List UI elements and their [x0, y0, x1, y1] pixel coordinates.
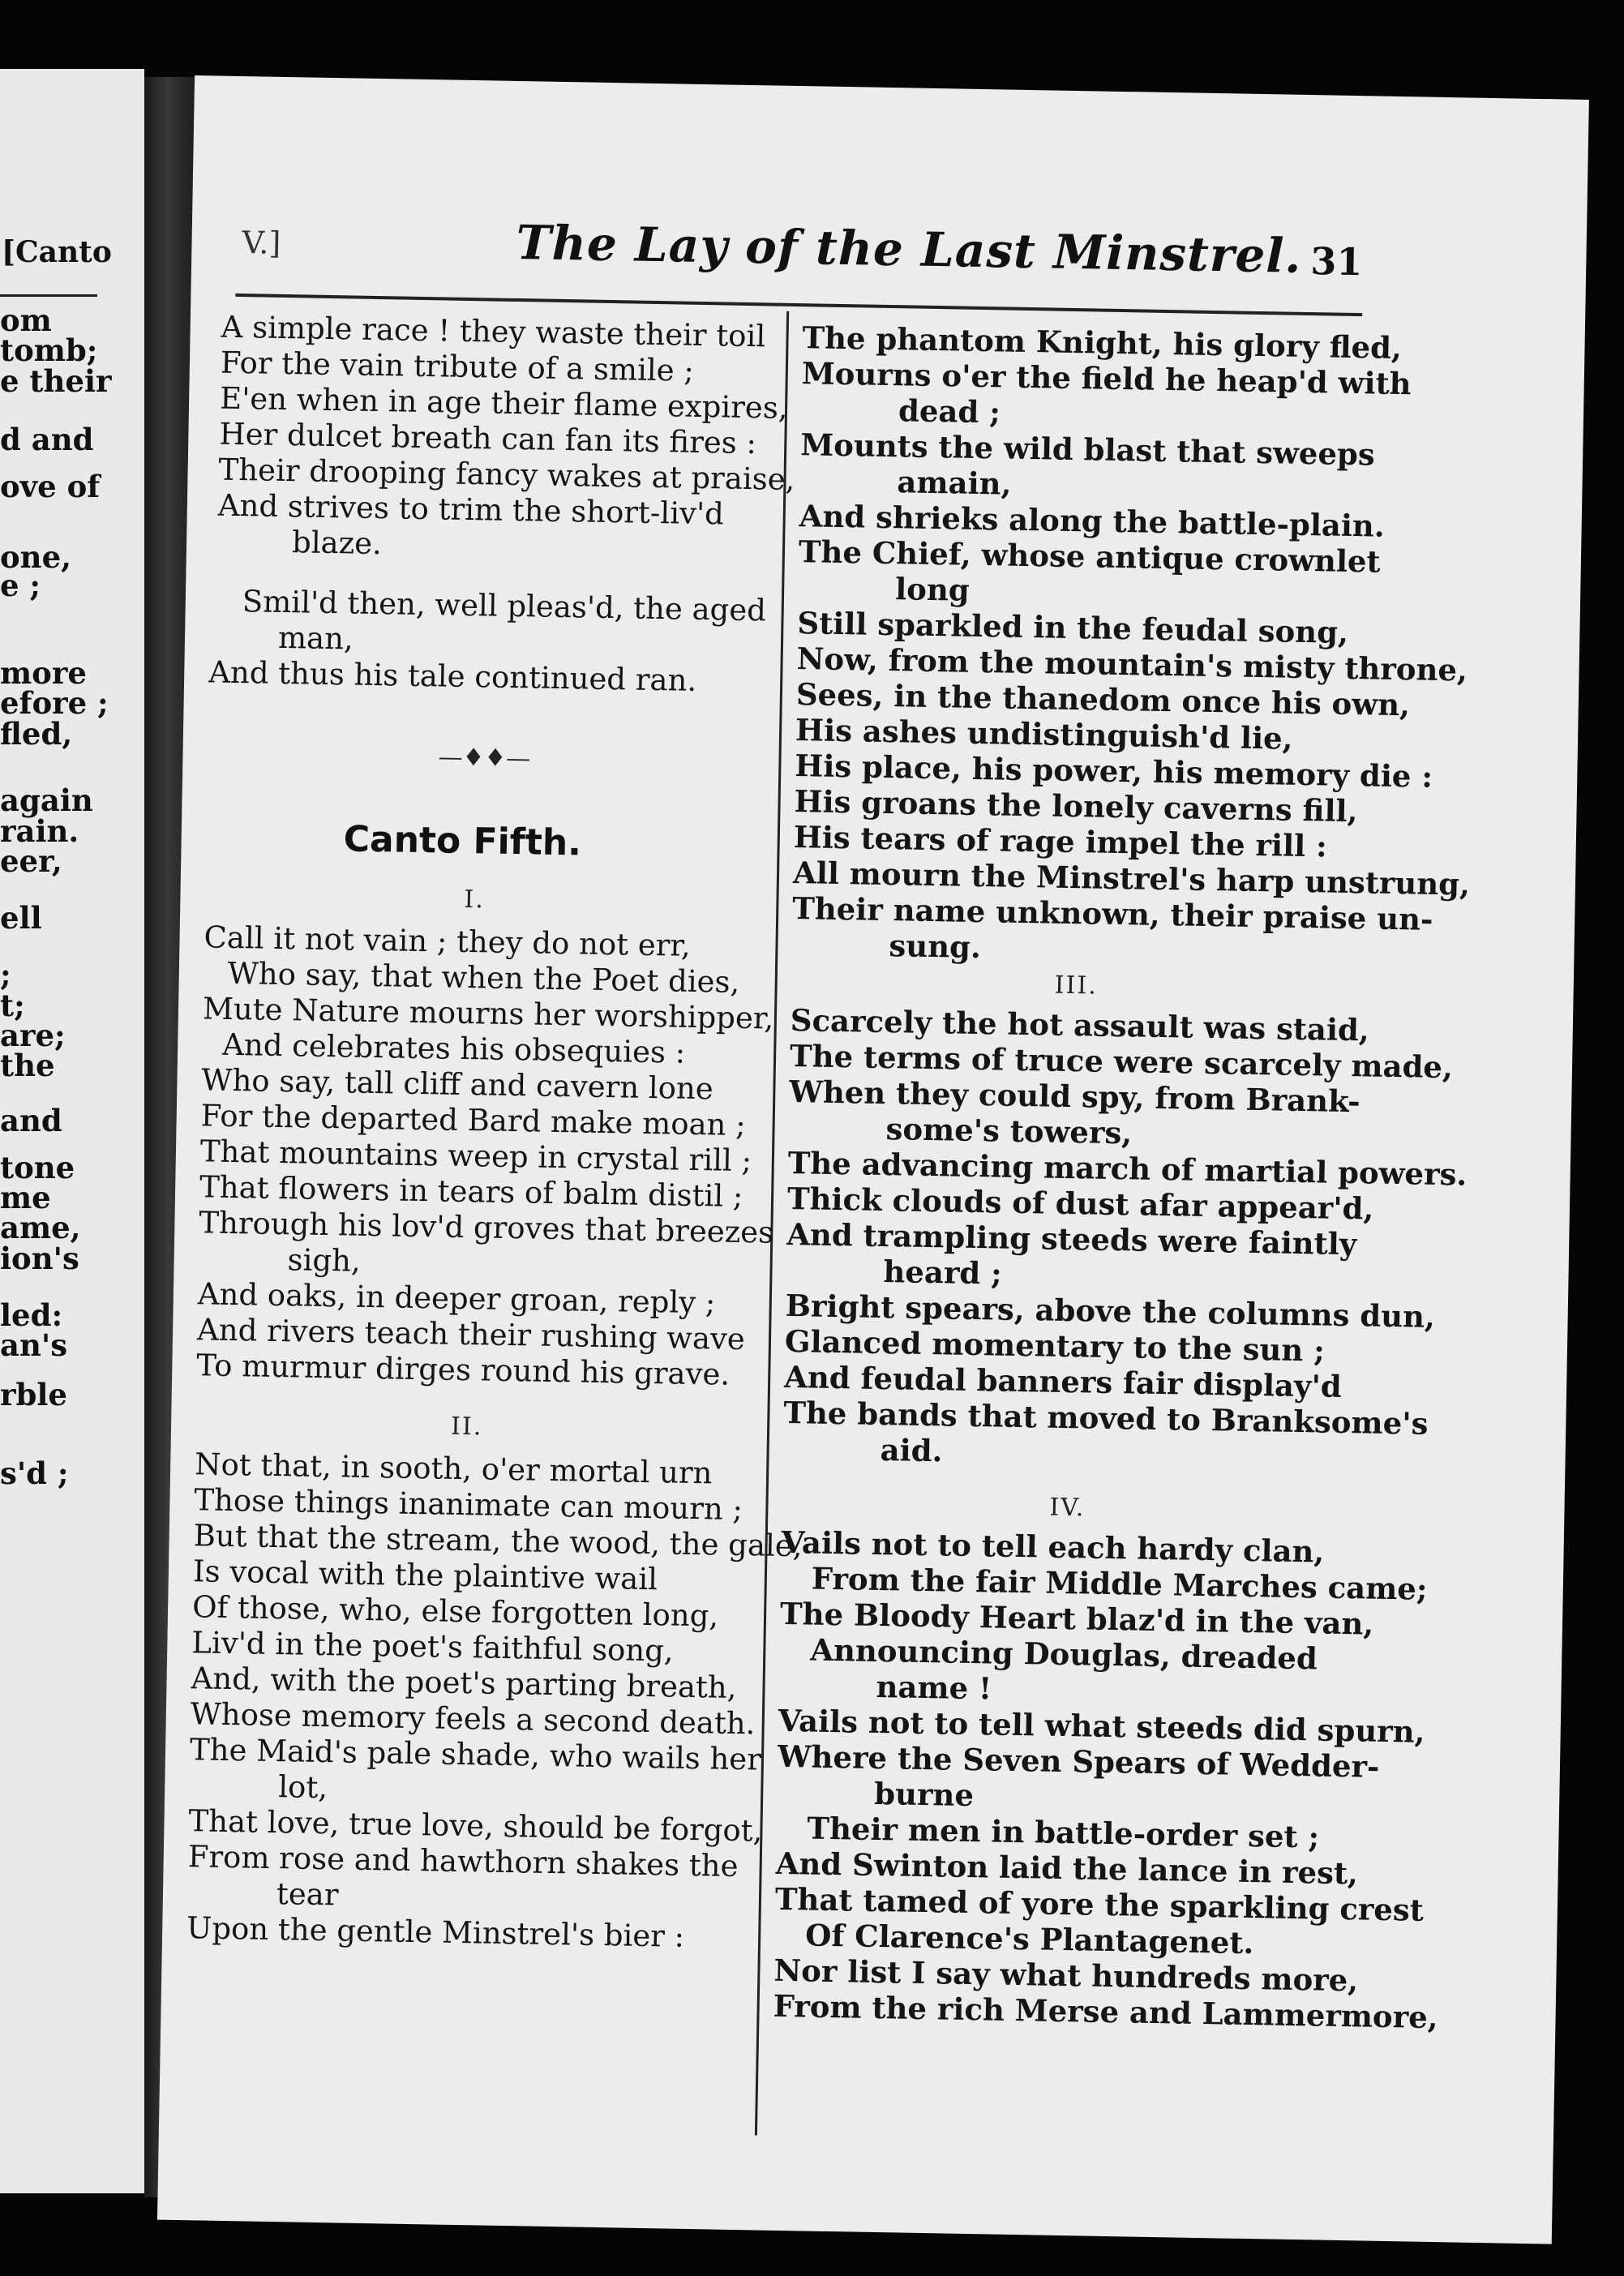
verse-line: Scarcely the hot assault was staid, — [790, 1001, 1370, 1048]
verse-line: Who say, tall cliff and cavern lone — [201, 1062, 714, 1107]
verse-line: His tears of rage impel the rill : — [793, 819, 1328, 864]
facing-page-text: ame, — [0, 1210, 81, 1245]
verse-line: Mourns o'er the field he heap'd with — [801, 355, 1412, 402]
facing-page-text: efore ; — [0, 685, 109, 721]
verse-line: sung. — [889, 928, 982, 966]
verse-line: Whose memory feels a second death. — [190, 1696, 756, 1742]
facing-page-text: are; — [0, 1018, 66, 1053]
verse-line: Who say, that when the Poet dies, — [227, 955, 740, 1000]
verse-line: Their men in battle-order set ; — [807, 1810, 1320, 1855]
verse-line: Mute Nature mourns her worshipper, — [202, 991, 774, 1036]
verse-line: Through his lov'd groves that breezes — [199, 1205, 774, 1250]
verse-line: The Maid's pale shade, who wails her — [189, 1732, 762, 1777]
facing-page-text: ove of — [0, 469, 101, 504]
facing-page-text: me — [0, 1180, 51, 1215]
verse-line: Now, from the mountain's misty throne, — [796, 641, 1468, 688]
running-head — [191, 75, 1589, 343]
facing-page-fragment — [0, 69, 144, 2193]
stanza-numeral: II. — [450, 1412, 483, 1442]
facing-page-text: s'd ; — [0, 1455, 69, 1491]
verse-line: A simple race ! they waste their toil — [221, 309, 766, 354]
facing-page-text: eer, — [0, 843, 62, 879]
verse-line: And feudal banners fair display'd — [783, 1358, 1343, 1404]
verse-line: Vails not to tell each hardy clan, — [781, 1524, 1325, 1570]
verse-line: To murmur dirges round his grave. — [195, 1348, 731, 1392]
canto-heading: Canto Fifth. — [343, 818, 582, 864]
verse-line: The advancing march of martial powers. — [787, 1144, 1468, 1193]
facing-page-running-head: [Canto — [2, 235, 112, 269]
verse-line: For the vain tribute of a smile ; — [220, 345, 695, 388]
verse-line: Where the Seven Spears of Wedder- — [777, 1738, 1380, 1785]
verse-line: His place, his power, his memory die : — [795, 748, 1433, 795]
facing-page-text: e their — [0, 363, 112, 399]
verse-line: Is vocal with the plaintive wail — [192, 1554, 658, 1597]
verse-line: And shrieks along the battle-plain. — [799, 498, 1386, 544]
verse-line: When they could spy, from Brank- — [788, 1073, 1360, 1120]
facing-page-text: the — [0, 1048, 55, 1083]
stanza-numeral: I. — [464, 885, 486, 915]
verse-line: And celebrates his obsequies : — [221, 1027, 686, 1070]
verse-line: And rivers teach their rushing wave — [196, 1312, 746, 1357]
verse-line: blaze. — [291, 525, 383, 562]
verse-line: Mounts the wild blast that sweeps — [799, 426, 1376, 473]
verse-line: Upon the gentle Minstrel's bier : — [186, 1910, 685, 1954]
verse-line: Of Clarence's Plantagenet. — [804, 1917, 1254, 1961]
facing-page-text: one, — [0, 539, 72, 575]
verse-line: Their drooping fancy wakes at praise, — [218, 452, 795, 497]
facing-page-text: an's — [0, 1327, 68, 1363]
verse-line: And strives to trim the short-liv'd — [217, 487, 725, 532]
verse-line: That flowers in tears of balm distil ; — [199, 1169, 743, 1215]
facing-page-text: om — [0, 302, 52, 338]
facing-page-text: t; — [0, 988, 25, 1023]
verse-line: dead ; — [898, 392, 1001, 431]
verse-line: name ! — [876, 1668, 992, 1707]
facing-page-text: tone — [0, 1150, 75, 1185]
verse-line: Of those, who, else forgotten long, — [191, 1589, 719, 1634]
facing-page-text: rble — [0, 1377, 67, 1412]
verse-line: From the fair Middle Marches came; — [811, 1560, 1428, 1607]
book-page — [157, 75, 1589, 2244]
stanza-numeral: IV. — [1049, 1493, 1086, 1523]
verse-line: Nor list I say what hundreds more, — [773, 1952, 1359, 1999]
verse-line: Glanced momentary to the sun ; — [784, 1322, 1326, 1369]
verse-line: Those things inanimate can mourn ; — [194, 1482, 743, 1528]
running-head-section: V.] — [242, 225, 281, 261]
verse-line: All mourn the Minstrel's harp unstrung, — [792, 855, 1471, 902]
facing-page-text: tomb; — [0, 332, 98, 368]
verse-line: That mountains weep in crystal rill ; — [199, 1134, 752, 1179]
verse-line: amain, — [897, 464, 1012, 502]
verse-line: heard ; — [883, 1254, 1003, 1292]
verse-line: Their name unknown, their praise un- — [791, 890, 1433, 937]
verse-line: But that the stream, the wood, the gale, — [193, 1518, 803, 1564]
verse-line: His groans the lonely caverns fill, — [794, 783, 1358, 829]
facing-page-text: d and — [0, 422, 94, 457]
verse-line: long — [894, 571, 971, 608]
verse-line: E'en when in age their flame expires, — [219, 380, 788, 426]
running-head-title: The Lay of the Last Minstrel. — [516, 214, 1303, 284]
verse-line: That tamed of yore the sparkling crest — [774, 1880, 1425, 1928]
facing-page-text: ion's — [0, 1241, 79, 1276]
verse-line: Sees, in the thanedom once his own, — [795, 676, 1411, 723]
verse-line: tear — [276, 1876, 339, 1913]
verse-line: That love, true love, should be forgot, — [188, 1803, 763, 1849]
page-number: 31 — [1309, 239, 1363, 285]
facing-page-text: e ; — [0, 568, 41, 603]
verse-line: sigh, — [287, 1242, 362, 1279]
verse-line: And, with the poet's parting breath, — [191, 1661, 737, 1705]
verse-line: man, — [277, 619, 354, 657]
verse-line: Her dulcet breath can fan its fires : — [219, 416, 757, 461]
verse-line: And trampling steeds were faintly — [786, 1215, 1357, 1262]
verse-line: Not that, in sooth, o'er mortal urn — [194, 1447, 713, 1491]
verse-line: lot, — [277, 1769, 328, 1806]
verse-line: aid. — [880, 1432, 943, 1469]
facing-page-text: more — [0, 655, 87, 691]
verse-line: Call it not vain ; they do not err, — [204, 919, 692, 963]
verse-line: For the departed Bard make moan ; — [200, 1098, 747, 1143]
stanza-numeral: III. — [1054, 971, 1099, 1001]
verse-line: The phantom Knight, his glory fled, — [802, 319, 1403, 366]
verse-line: Vails not to tell what steeds did spurn, — [778, 1702, 1425, 1750]
facing-page-text: and — [0, 1103, 62, 1138]
facing-page-rule — [0, 294, 97, 297]
verse-line: The terms of truce were scarcely made, — [789, 1037, 1454, 1086]
verse-line: Still sparkled in the feudal song, — [797, 605, 1349, 650]
facing-page-text: ; — [0, 957, 11, 992]
verse-line: Liv'd in the poet's faithful song, — [191, 1625, 674, 1669]
verse-line: The Bloody Heart blaz'd in the van, — [779, 1595, 1374, 1642]
facing-page-text: led: — [0, 1297, 63, 1333]
verse-line: burne — [873, 1775, 975, 1814]
verse-line: Announcing Douglas, dreaded — [809, 1631, 1318, 1677]
section-ornament: —♦♦— — [438, 743, 531, 774]
facing-page-text: ell — [0, 900, 42, 936]
verse-line: Bright spears, above the columns dun, — [785, 1287, 1436, 1335]
verse-line: The bands that moved to Branksome's — [783, 1394, 1429, 1442]
verse-line: From rose and hawthorn shakes the — [187, 1839, 739, 1884]
verse-line: Thick clouds of dust afar appear'd, — [786, 1180, 1374, 1227]
verse-line: And Swinton laid the lance in rest, — [775, 1845, 1359, 1892]
facing-page-text: fled, — [0, 716, 73, 752]
verse-line: And oaks, in deeper groan, reply ; — [197, 1276, 716, 1321]
verse-line: The Chief, whose antique crownlet — [798, 534, 1381, 580]
facing-page-text: again — [0, 782, 93, 818]
verse-line: some's towers, — [885, 1111, 1133, 1151]
verse-line: From the rich Merse and Lammermore, — [773, 1987, 1438, 2036]
verse-line: And thus his tale continued ran. — [208, 654, 697, 698]
facing-page-text: rain. — [0, 813, 79, 849]
verse-line: His ashes undistinguish'd lie, — [795, 712, 1293, 757]
verse-line: Smil'd then, well pleas'd, the aged — [242, 584, 767, 628]
